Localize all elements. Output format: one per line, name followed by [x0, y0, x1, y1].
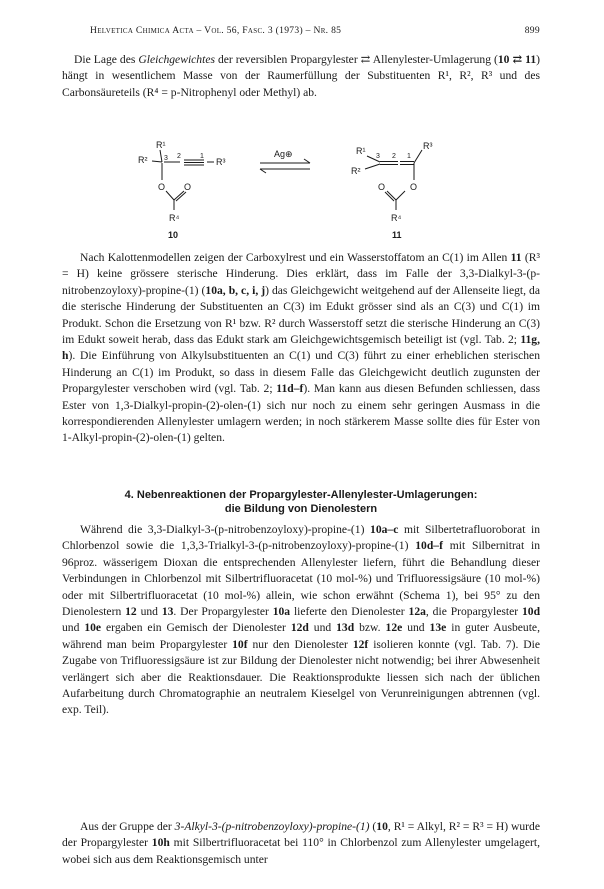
substituent-r2: R²	[138, 155, 148, 165]
silver-catalyst-label: Ag⊕	[274, 149, 293, 159]
intro-text-3: ) hängt in wesentlichem Masse von der Raumerfüllung der Substituenten R¹, R², R³ und des Carbonsäureteils (R⁴ = p-Nitrophenyl oder Methyl) ab.	[62, 53, 540, 99]
section-heading-line-2: die Bildung von Dienolestern	[224, 503, 378, 515]
running-header	[62, 25, 540, 39]
intro-compound-ref: 10 ⇄ 11	[497, 53, 537, 66]
substituent-r2: R²	[351, 166, 361, 176]
substituent-r1: R¹	[156, 140, 166, 150]
substituent-r3: R³	[423, 141, 433, 151]
paragraph-alkyl-propynes: Aus der Gruppe der 3-Alkyl-3-(p-nitrobenzoyloxy)-propine-(1) (10, R¹ = Alkyl, R² = R³ = H) wurde der Propargylester 10h mit Silbertrifluoracetat bei 110° in Chlorbenzol zum Allenylester umgelagert, wobei sich aus dem Reaktionsgemisch unter	[62, 820, 540, 866]
paragraph-dienol-esters: Während die 3,3-Dialkyl-3-(p-nitrobenzoyloxy)-propine-(1) 10a–c mit Silbertetrafluoroborat in Chlorbenzol sowie die 1,3,3-Trialkyl-3-(p-nitrobenzoyloxy)-propine-(1) 10d–f mit Silbernitrat in 96proz. wässerigem Dioxan die entsprechenden Allenylester liefern, führt die Behandlung dieser Verbindungen in Chlorbenzol mit Silbertrifluoracetat (10 mol-%) und Trifluoressigsäure (10 mol-%) oder mit Silbertrifluoracetat (10 mol-%) allein, wie schon erwähnt (Schema 1), bei 95° zu den Dienolestern 12 und 13. Der Propargylester 10a lieferte den Dienolester 12a, die Propargylester 10d und 10e ergaben ein Gemisch der Dienolester 12d und 13d bzw. 12e und 13e in guter Ausbeute, während man beim Propargylester 10f nur den Dienolester 12f isolieren konnte (vgl. Tab. 7). Die Zugabe von Trifluoressigsäure ist zur Bildung der Dienolester nicht notwendig; bei ihrer Abwesenheit verlängert sich aber die Reaktionsdauer. Die Reaktionsprodukte liessen sich nach der üblichen Aufarbeitung durch Chromatographie an neutralem Kieselgel von Verunreinigungen abtrennen (vgl. exp. Teil).	[62, 523, 541, 717]
substituent-r3: R³	[216, 157, 226, 167]
page-number: 899	[524, 25, 540, 36]
ester-oxygen: O	[410, 182, 418, 192]
compound-10-structure	[138, 140, 226, 240]
substituent-r4: R⁴	[169, 213, 180, 223]
equilibrium-arrows	[260, 149, 310, 173]
reaction-scheme	[62, 138, 540, 246]
atom-number-3: 3	[376, 153, 380, 160]
paragraph-steric-effects: Nach Kalottenmodellen zeigen der Carboxylrest und ein Wasserstoffatom an C(1) im Allen 11 (R³ = H) keine grössere sterische Hinderung. Dies erklärt, dass im Falle der 3,3-Dialkyl-3-(p-nitrobenzoyloxy)-propine-(1) (10a, b, c, i, j) das Gleichgewicht weitgehend auf der Allenseite liegt, da die sterische Hinderung der Substituenten an C(3) im Edukt grösser sind als an C(3) und C(1) im Produkt. Schon die Ersetzung von R¹ bzw. R² durch Wasserstoff setzt die sterische Hinderung an C(3) im Edukt soweit herab, dass das Edukt stark am Gleichgewichtsgemisch beteiligt ist (vgl. Tab. 2; 11g, h). Die Einführung von Alkylsubstituenten an C(1) und C(3) führt zu einer erheblichen sterischen Hinderung an C(1) im Produkt, so dass in diesem Falle das Gleichgewicht deutlich zugunsten der Propargylester verschoben wird (vgl. Tab. 2; 11d–f). Man kann aus diesen Befunden schliessen, dass Ester von 1,3-Dialkyl-propin-(2)-olen-(1) sich nur noch zu einem sehr geringen Ausmass in die korrespondierenden Allenylester umlagern werden; in noch stärkerem Masse sollte dies für Ester von 1-Alkyl-propin-(2)-olen-(1) gelten.	[62, 251, 541, 445]
carbonyl-oxygen: O	[184, 182, 192, 192]
atom-number-2: 2	[177, 153, 181, 160]
carbonyl-oxygen: O	[378, 182, 386, 192]
substituent-r1: R¹	[356, 146, 366, 156]
atom-number-1: 1	[407, 153, 411, 160]
section-heading	[62, 488, 540, 516]
section-heading-line-1: 4. Nebenreaktionen der Propargylester-Allenylester-Umlagerungen:	[124, 489, 478, 501]
intro-text-1: Die Lage des	[74, 53, 136, 66]
journal-citation: Helvetica Chimica Acta – Vol. 56, Fasc. 3 (1973) – Nr. 85	[90, 25, 342, 36]
substituent-r4: R⁴	[391, 213, 402, 223]
atom-number-2: 2	[392, 153, 396, 160]
intro-text-2: der reversiblen Propargylester ⇄ Allenylester-Umlagerung (	[217, 53, 498, 66]
intro-paragraph	[62, 52, 540, 101]
atom-number-3: 3	[164, 155, 168, 162]
ester-oxygen: O	[158, 182, 166, 192]
compound-11-structure	[351, 141, 433, 240]
atom-number-1: 1	[200, 153, 204, 160]
compound-label-10: 10	[168, 230, 179, 240]
intro-italic-term: Gleichgewichtes	[138, 53, 215, 66]
compound-label-11: 11	[392, 230, 402, 240]
